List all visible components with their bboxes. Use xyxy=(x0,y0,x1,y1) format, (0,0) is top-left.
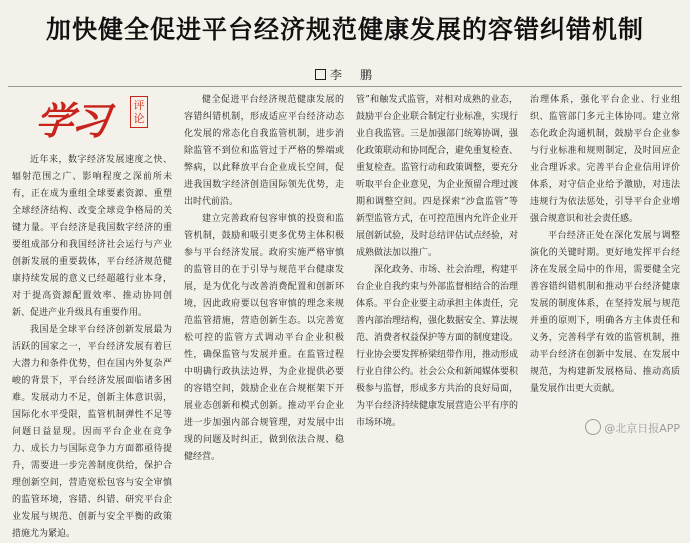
text-column-4 xyxy=(530,92,680,436)
watermark-text: @北京日报APP xyxy=(604,422,680,435)
text-column-1 xyxy=(12,152,172,539)
text-column-3 xyxy=(356,92,518,436)
paragraph: 治理体系，强化平台企业、行业组织、监管部门多元主体协同。建立常态化政企沟通机制，鼓励平台企业参与行业标准和规则制定，及时回应企业合理诉求。完善平台企业信用评价体系，对守信企业给予激励，对违法违规行为依法惩处，引导平台企业增强合规意识和社会责任感。 xyxy=(530,95,680,224)
text-column-2 xyxy=(184,92,344,462)
paragraph: 建立完善政府包容审慎的投资和监管机制，鼓励和吸引更多优势主体积极参与平台经济发展。政府实施严格审慎的监管目的在于引导与规范平台健康发展，是为优化与改善消费配置和创新环境，因此政府要以包容审慎的理念来规范监管措施，营造创新生态。以完善宽松可控的监管方式调动平台企业积极性，确保监管与发展并重。在监管过程中明确行政执法边界，为企业提供必要的容错空间，鼓励企业在合规框架下开展业态创新和模式创新。推动平台企业进一步加强内部合规管理，对发展中出现的问题及时纠正，做到依法合规、稳健经营。 xyxy=(184,214,344,462)
column-logo-tag: 评论 xyxy=(130,96,148,128)
paragraph: 平台经济正处在深化发展与调整演化的关键时期。更好地发挥平台经济在发展全局中的作用，需要健全完善容错纠错机制和推动平台经济健康发展的制度体系，在坚持发展与规范并重的原则下，明确各方主体责任和义务，完善科学有效的监管机制，推动平台经济在创新中发展、在发展中规范，为构建新发展格局、推动高质量发展作出更大贡献。 xyxy=(530,231,680,394)
source-watermark xyxy=(585,419,680,436)
byline-box-icon xyxy=(315,69,326,80)
author-name: 李 鹏 xyxy=(329,68,375,82)
column-logo-main: 学习 xyxy=(33,98,111,143)
paragraph: 管”和触发式监管，对相对成熟的业态，鼓励平台企业联合制定行业标准，实现行业自我监管。三是加强部门统筹协调，强化政策联动和协同配合，避免重复检查、重复检查。监管行动和政策调整，要充分听取平台企业意见，为企业预留合理过渡期和调整空间。四是探索“沙盒监管”等新型监管方式，在可控范围内允许企业开展创新试验，及时总结评估试点经验，对成熟做法加以推广。 xyxy=(356,95,519,258)
column-logo xyxy=(33,90,176,148)
article-headline: 加快健全促进平台经济规范健康发展的容错纠错机制 xyxy=(45,15,644,44)
header-divider xyxy=(8,86,682,87)
article-byline xyxy=(0,66,690,83)
paragraph: 近年来，数字经济发展速度之快、辐射范围之广、影响程度之深前所未有，正在成为重组全球要素资源、重塑全球经济结构、改变全球竞争格局的关键力量。平台经济是我国数字经济的重要组成部分和我国经济社会运行与产业创新发展的重要载体，平台经济规范健康持续发展的意义已经超越行业本身，对于提高资源配置效率、推动协同创新、促进产业升级具有重要作用。 xyxy=(12,155,172,318)
app-logo-icon xyxy=(585,419,601,435)
paragraph: 健全促进平台经济规范健康发展的容错纠错机制，形成适应平台经济动态化发展的常态化自我监管机制，进步消除监管不到位和监管过于严格的弊端或弊病，以此释放平台企业成长空间，促进我国数字经济创造国际领先优势，走出时代前沿。 xyxy=(184,95,344,207)
paragraph: 深化政务、市场、社会治理，构建平台企业自我约束与外部监督相结合的治理体系。平台企业要主动承担主体责任，完善内部治理结构，强化数据安全、算法规范、消费者权益保护等方面的制度建设。行业协会要发挥桥梁纽带作用，推动形成行业自律公约。社会公众和新闻媒体要积极参与监督，形成多方共治的良好局面，为平台经济持续健康发展营造公平有序的市场环境。 xyxy=(356,265,519,428)
paragraph: 我国是全球平台经济创新发展最为活跃的国家之一，平台经济发展有着巨大潜力和条件优势，但在国内外复杂严峻的背景下，平台经济发展面临诸多困难。发展动力不足，创新主体意识弱，国际化水平受限，监管机制弹性不足等问题日益显现。因而平台企业在竞争力、成长力与国际竞争力方面都亟待提升，需要进一步完善制度供给，保护合理创新空间，营造宽松包容与安全审慎的监管环境，容错、纠错、研究平台企业发展与规范、创新与安全平衡的政策措施尤为紧迫。 xyxy=(12,325,172,539)
